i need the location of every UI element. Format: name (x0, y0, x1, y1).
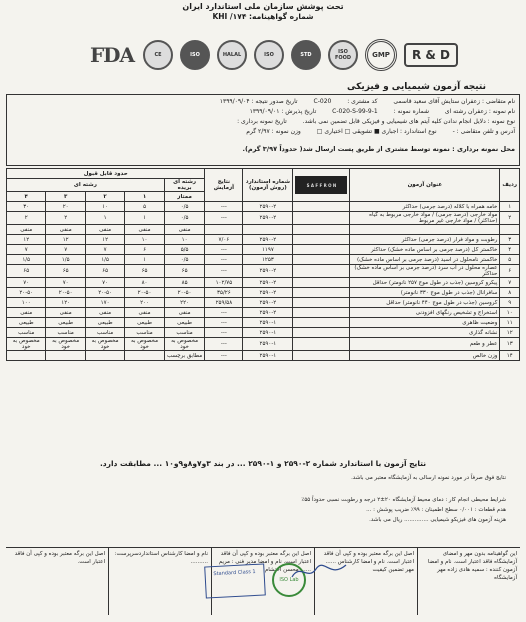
image-cell (293, 212, 350, 225)
test-title-cell: نشانه گذاری (350, 328, 500, 338)
row-number-cell: ۲ (500, 212, 520, 225)
standard-cell: ۲۵۹۰-۱ (243, 351, 293, 361)
results-body (7, 202, 520, 361)
col-result-header: نتایج آزمایش (205, 169, 243, 202)
table-row (7, 265, 520, 278)
result-cell: ۲۵۹/۵۸ (205, 298, 243, 308)
sample-name: نام متقاضی : زعفران ستایش آقای سعید قاسمی (393, 98, 515, 105)
env-line-3: هزینه آزمون های فیزیکو شیمیایی .............. ریال می باشد. (369, 517, 506, 523)
image-cell (293, 288, 350, 298)
limit-cell: مخصوص به خود (164, 338, 205, 351)
limit-cell: ۲۰-۵۰ (7, 288, 46, 298)
limit-cell: منفی (125, 308, 164, 318)
limit-cell: ۷۰ (46, 278, 85, 288)
limit-cell: ۱/۵ (85, 255, 124, 265)
limit-cell: منفی (7, 225, 46, 235)
iso-2-logo: ISO (254, 40, 284, 70)
limit-cell: ۵/۵ (164, 245, 205, 255)
table-row (7, 212, 520, 225)
image-cell (293, 255, 350, 265)
row-number-cell: ۱۰ (500, 308, 520, 318)
rd-logo: R & D (404, 43, 458, 67)
limit-cell: ۰/۵ (164, 202, 205, 212)
limit-cell: ۰/۵ (164, 255, 205, 265)
limit-cell: ۱۲۰ (46, 298, 85, 308)
row-number-cell: ۱۲ (500, 328, 520, 338)
col-row-header: ردیف (500, 169, 520, 202)
limit-cell: ۷ (85, 245, 124, 255)
standard-type: نوع استاندارد : اجباری ■ تشویقی □ اختیاری □ (316, 128, 437, 135)
header-line-1: تحت پوشش سازمان ملی استاندارد ایران (182, 2, 344, 11)
limit-cell: مخصوص به خود (46, 338, 85, 351)
result-cell: --- (205, 338, 243, 351)
limit-cell: ۲۰-۵۰ (125, 288, 164, 298)
header (0, 2, 526, 21)
info-row-4 (232, 128, 515, 135)
limit-cell: منفی (164, 225, 205, 235)
standard-cell: ۲۵۹۰-۱ (243, 338, 293, 351)
limit-cell: ۱۲ (7, 235, 46, 245)
test-title-cell: پیکرو کروسین (جذب در طول موج ۲۵۷ نانومتر) حداقل (350, 278, 500, 288)
conclusion-note: نتایج فوق صرفاً در مورد نمونه ارسالی به آزمایشگاه معتبر می باشد. (351, 475, 506, 481)
limit-cell: طبیعی (164, 318, 205, 328)
table-row (7, 308, 520, 318)
result-cell: --- (205, 308, 243, 318)
test-date: تاریخ نمونه برداری : (237, 118, 287, 125)
row-number-cell: ۹ (500, 298, 520, 308)
table-row (7, 318, 520, 328)
standard-cell: ۱۲۵۳ (243, 255, 293, 265)
row-number-cell: ۴ (500, 245, 520, 255)
row-number-cell: ۱۱ (500, 318, 520, 328)
env-line-1: شرایط محیطی انجام کار : دمای محیط آزمایشگاه ۲۰±۲ درجه و رطوبت نسبی حدوداً ۵۵٪ (301, 497, 506, 503)
test-title-cell (350, 225, 500, 235)
footer-cell-5: اصل این برگه معتبر بوده و کپی آن فاقد اعتبار است. (14, 551, 105, 565)
result-cell: ۳۵/۲۶ (205, 288, 243, 298)
limit-cell: ۲۰-۵۰ (85, 288, 124, 298)
standard-cell: ۲۵۹۰-۲ (243, 298, 293, 308)
image-cell (293, 328, 350, 338)
limit-cell: ۱۰ (125, 235, 164, 245)
limit-cell: مناسب (7, 328, 46, 338)
test-title-cell: مواد خارجی (درصد جرمی) / مواد خارجی مربوط به گیاه (حداکثر) / مواد خارجی غیر مربوط (350, 212, 500, 225)
result-cell: --- (205, 212, 243, 225)
row-number-cell: ۱ (500, 202, 520, 212)
result-cell: --- (205, 245, 243, 255)
image-cell (293, 202, 350, 212)
blue-stamp: Standard Class 1 (204, 563, 266, 598)
code-label: کد مشتری : (347, 98, 378, 105)
limit-cell: منفی (125, 225, 164, 235)
limit-cell: ۱۰۰ (7, 298, 46, 308)
limit-cell: ۲۰ (46, 202, 85, 212)
footer-cell-1: این گواهینامه بدون مهر و امضای آزمایشگاه فاقد اعتبار است. نام و امضا آزمون کننده : سمیه هادی زاده مهر آزمایشگاه (417, 548, 520, 615)
sampling-note: محل نمونه برداری : نمونه توسط مشتری از طریق پست ارسال شد( حدوداً ۳/۹۷ گرم). (242, 145, 515, 153)
row-number-cell: ۸ (500, 288, 520, 298)
limit-cell: مخصوص به خود (125, 338, 164, 351)
row-number-cell: ۷ (500, 278, 520, 288)
image-cell (293, 298, 350, 308)
col-limits-header: حدود قابل قبول (7, 169, 205, 179)
standard-cell: ۲۵۹۰-۱ (243, 328, 293, 338)
limit-cell: مناسب (164, 328, 205, 338)
table-row (7, 351, 520, 361)
limit-cell: منفی (85, 308, 124, 318)
col-g4-header: ۴ (7, 192, 46, 202)
halal-logo: HALAL (217, 40, 247, 70)
environment-conditions (301, 495, 506, 525)
gmp-logo: GMP (365, 39, 397, 71)
row-number-cell: ۱۴ (500, 351, 520, 361)
table-row (7, 278, 520, 288)
result-cell (205, 225, 243, 235)
row-number-cell: ۳ (500, 235, 520, 245)
row-number-cell (500, 225, 520, 235)
limit-cell (125, 351, 164, 361)
limit-cell: طبیعی (46, 318, 85, 328)
sample-no-label: شماره نمونه : (393, 108, 429, 115)
table-row (7, 288, 520, 298)
limit-cell: مناسب (85, 328, 124, 338)
limit-cell (7, 351, 46, 361)
header-line-2: شماره گواهینامه: KHI /۱۷۴ (212, 12, 314, 21)
col-g2-header: ۲ (85, 192, 124, 202)
limit-cell: ۷ (46, 245, 85, 255)
standard-logo: STD (291, 40, 321, 70)
col-g1-header: ۱ (125, 192, 164, 202)
result-cell: --- (205, 202, 243, 212)
image-cell (293, 235, 350, 245)
limit-cell: منفی (164, 308, 205, 318)
test-title-cell: وزن خالص (350, 351, 500, 361)
col-image-header (293, 169, 350, 202)
receive-date: تاریخ پذیرش : ۱۳۹۹/۰۹/۰۱ (249, 108, 317, 115)
result-cell: --- (205, 265, 243, 278)
info-row-1 (206, 98, 515, 105)
results-table (6, 168, 520, 361)
standard-cell: ۲۵۹۰-۲ (243, 288, 293, 298)
limit-cell: ۶۵ (164, 265, 205, 278)
limit-cell: ۲ (46, 212, 85, 225)
image-cell (293, 245, 350, 255)
limit-cell: منفی (46, 308, 85, 318)
image-cell (293, 225, 350, 235)
image-cell (293, 351, 350, 361)
standard-cell: ۱۱۹۷ (243, 245, 293, 255)
limit-cell: ۲۰-۵۰ (164, 288, 205, 298)
limit-cell: ۲ (7, 212, 46, 225)
limit-cell: ۳۰ (7, 202, 46, 212)
limit-cell: ۱ (125, 255, 164, 265)
test-title-cell: استخراج و تشخیص رنگهای افزودنی (350, 308, 500, 318)
sample-type: نام نمونه : زعفران رشته ای (444, 108, 515, 115)
limit-cell: منفی (85, 225, 124, 235)
result-cell: --- (205, 351, 243, 361)
limit-cell (85, 351, 124, 361)
standard-cell: ۲۵۹۰-۲ (243, 235, 293, 245)
limit-cell: منفی (46, 225, 85, 235)
limit-cell: مناسب (125, 328, 164, 338)
table-row (7, 235, 520, 245)
iso-logo: ISO (180, 40, 210, 70)
limit-cell: مطابق برچسب (164, 351, 205, 361)
signature-mark (290, 561, 348, 583)
result-cell: ۱۰۲/۷۵ (205, 278, 243, 288)
test-title-cell: سافرانال (جذب در طول موج ۳۳۰ نانومتر) (350, 288, 500, 298)
limit-cell: ۶ (125, 245, 164, 255)
limit-cell: ۱ (125, 212, 164, 225)
row-number-cell: ۱۳ (500, 338, 520, 351)
limit-cell: ۱/۵ (46, 255, 85, 265)
limit-cell: ۸۰ (125, 278, 164, 288)
test-title-cell: کروسین (جذب در طول موج ۴۴۰ نانومتر) حداقل (350, 298, 500, 308)
limit-cell: ۶۵ (125, 265, 164, 278)
limit-cell: ۷۰ (85, 278, 124, 288)
test-title-cell: رطوبت و مواد فرار (درصد جرمی) حداکثر (350, 235, 500, 245)
limit-cell: طبیعی (85, 318, 124, 328)
limit-cell: ۶۵ (7, 265, 46, 278)
limit-cell: ۲۰-۵۰ (46, 288, 85, 298)
limit-cell: منفی (7, 308, 46, 318)
result-cell: --- (205, 328, 243, 338)
limit-cell: طبیعی (125, 318, 164, 328)
footer-cell-4: نام و امضا کارشناس استانداردسرپرست: .......... (108, 548, 211, 615)
limit-cell: ۱۲ (46, 235, 85, 245)
limit-cell: ۱۰ (164, 235, 205, 245)
col-thread-header: رشته ای (7, 179, 165, 192)
logo-bar (88, 38, 524, 72)
col-powder-header: ممتاز (164, 192, 205, 202)
standard-cell: ۲۵۹۰-۲ (243, 265, 293, 278)
test-title-cell: خاکستر نامحلول در اسید (درصد جرمی بر اساس ماده خشک) (350, 255, 500, 265)
footer-cell-2: اصل این برگه معتبر بوده و کپی آن فاقد اعتبار است. نام و امضا کارشناس ...... مهر تضمین کیفیت (314, 548, 417, 615)
standard-cell (243, 225, 293, 235)
limit-cell: ۱۰ (85, 202, 124, 212)
result-date: تاریخ صدور نتیجه : ۱۳۹۹/۰۹/۰۴ (219, 98, 298, 105)
limit-cell: مخصوص به خود (85, 338, 124, 351)
fda-logo: FDA (89, 43, 135, 67)
table-row (7, 202, 520, 212)
limit-cell: ۶۵ (85, 265, 124, 278)
limit-cell (46, 351, 85, 361)
test-title-cell: عصاره محلول در آب سرد (درصد جرمی بر اساس ماده خشک) حداکثر (350, 265, 500, 278)
limit-cell: مناسب (46, 328, 85, 338)
request-note: نوع نمونه : دلایل انجام ندادن کلیه آیتم های شیمیایی و فیزیکی قابل تضمین نمی باشد. (302, 118, 515, 125)
table-row (7, 338, 520, 351)
limit-cell: ۵ (125, 202, 164, 212)
env-line-2: هدم قطعات : ۰/۰۰۱ سطح اطمینان : ۹۹٪ ضریب پوشش : ... (366, 507, 506, 513)
info-box (6, 94, 520, 166)
limit-cell: ۶۵ (46, 265, 85, 278)
table-row (7, 298, 520, 308)
standard-cell: ۲۵۹۰-۲ (243, 212, 293, 225)
standard-cell: ۲۵۹۰-۲ (243, 278, 293, 288)
limit-cell: ۸۵ (164, 278, 205, 288)
limit-cell: ۱۲ (85, 235, 124, 245)
image-cell (293, 265, 350, 278)
limit-cell: ۲۰۰ (125, 298, 164, 308)
result-cell: ۷/۰۶ (205, 235, 243, 245)
report-title: نتیجه آزمون شیمیایی و فیزیکی (347, 82, 486, 92)
info-row-2 (236, 108, 515, 115)
row-number-cell: ۵ (500, 255, 520, 265)
col-title-header: عنوان آزمون (350, 169, 500, 202)
image-cell (293, 278, 350, 288)
ce-logo: CE (143, 40, 173, 70)
footer-cell-3: اصل این برگه معتبر بوده و کپی آن فاقد اعتبار است. نام و امضا مدیر فنی : مریم ...... محسن احتشام (211, 548, 314, 615)
limit-cell: ۰/۵ (164, 212, 205, 225)
limit-cell: مخصوص به خود (7, 338, 46, 351)
standard-cell: ۲۵۹۰-۲ (243, 308, 293, 318)
test-title-cell: خاکستر کل (درصد جرمی بر اساس ماده خشک) حداکثر (350, 245, 500, 255)
test-title-cell: عطر و طعم (350, 338, 500, 351)
limit-cell: ۱ (85, 212, 124, 225)
limit-cell: ۱۷۰ (85, 298, 124, 308)
green-stamp: ISO Lab (272, 563, 306, 597)
image-cell (293, 308, 350, 318)
conclusion: نتایج آزمون با استاندارد شماره ۲-۲۵۹۰ و ۱-۲۵۹۰ ... در بند ۳و۷و۸و۹و۱۰ ... مطابقت دارد. (99, 459, 427, 468)
table-row (7, 328, 520, 338)
limit-cell: ۱/۵ (7, 255, 46, 265)
table-row (7, 225, 520, 235)
standard-cell: ۲۵۹۰-۱ (243, 318, 293, 328)
table-row (7, 255, 520, 265)
result-cell: --- (205, 318, 243, 328)
iso-pdr-logo: ISO FOOD (328, 40, 358, 70)
limit-cell: طبیعی (7, 318, 46, 328)
image-cell (293, 338, 350, 351)
sample-no-value: C-020-S-99-9-1 (332, 108, 378, 115)
saffron-thumbnail: S A F F R O N (295, 176, 347, 194)
info-row-3 (223, 118, 515, 125)
standard-cell: ۲۵۹۰-۲ (243, 202, 293, 212)
weight: وزن نمونه : ۲/۹۷ گرم (246, 128, 301, 135)
row-number-cell: ۶ (500, 265, 520, 278)
test-title-cell: خامه همراه با کلاله (درصد جرمی) حداکثر (350, 202, 500, 212)
limit-cell: ۷۰ (7, 278, 46, 288)
test-title-cell: وضعیت ظاهری (350, 318, 500, 328)
image-cell (293, 318, 350, 328)
col-standard-header: شماره استاندارد (روش آزمون) (243, 169, 293, 202)
address: آدرس و تلفن متقاضی : - (452, 128, 515, 135)
limit-cell: ۲۲۰ (164, 298, 205, 308)
limit-cell: ۷ (7, 245, 46, 255)
col-g3-header: ۳ (46, 192, 85, 202)
table-row (7, 245, 520, 255)
col-cut-header: رشته ای بریده (164, 179, 205, 192)
result-cell: --- (205, 255, 243, 265)
code-value: C-020 (313, 98, 332, 105)
